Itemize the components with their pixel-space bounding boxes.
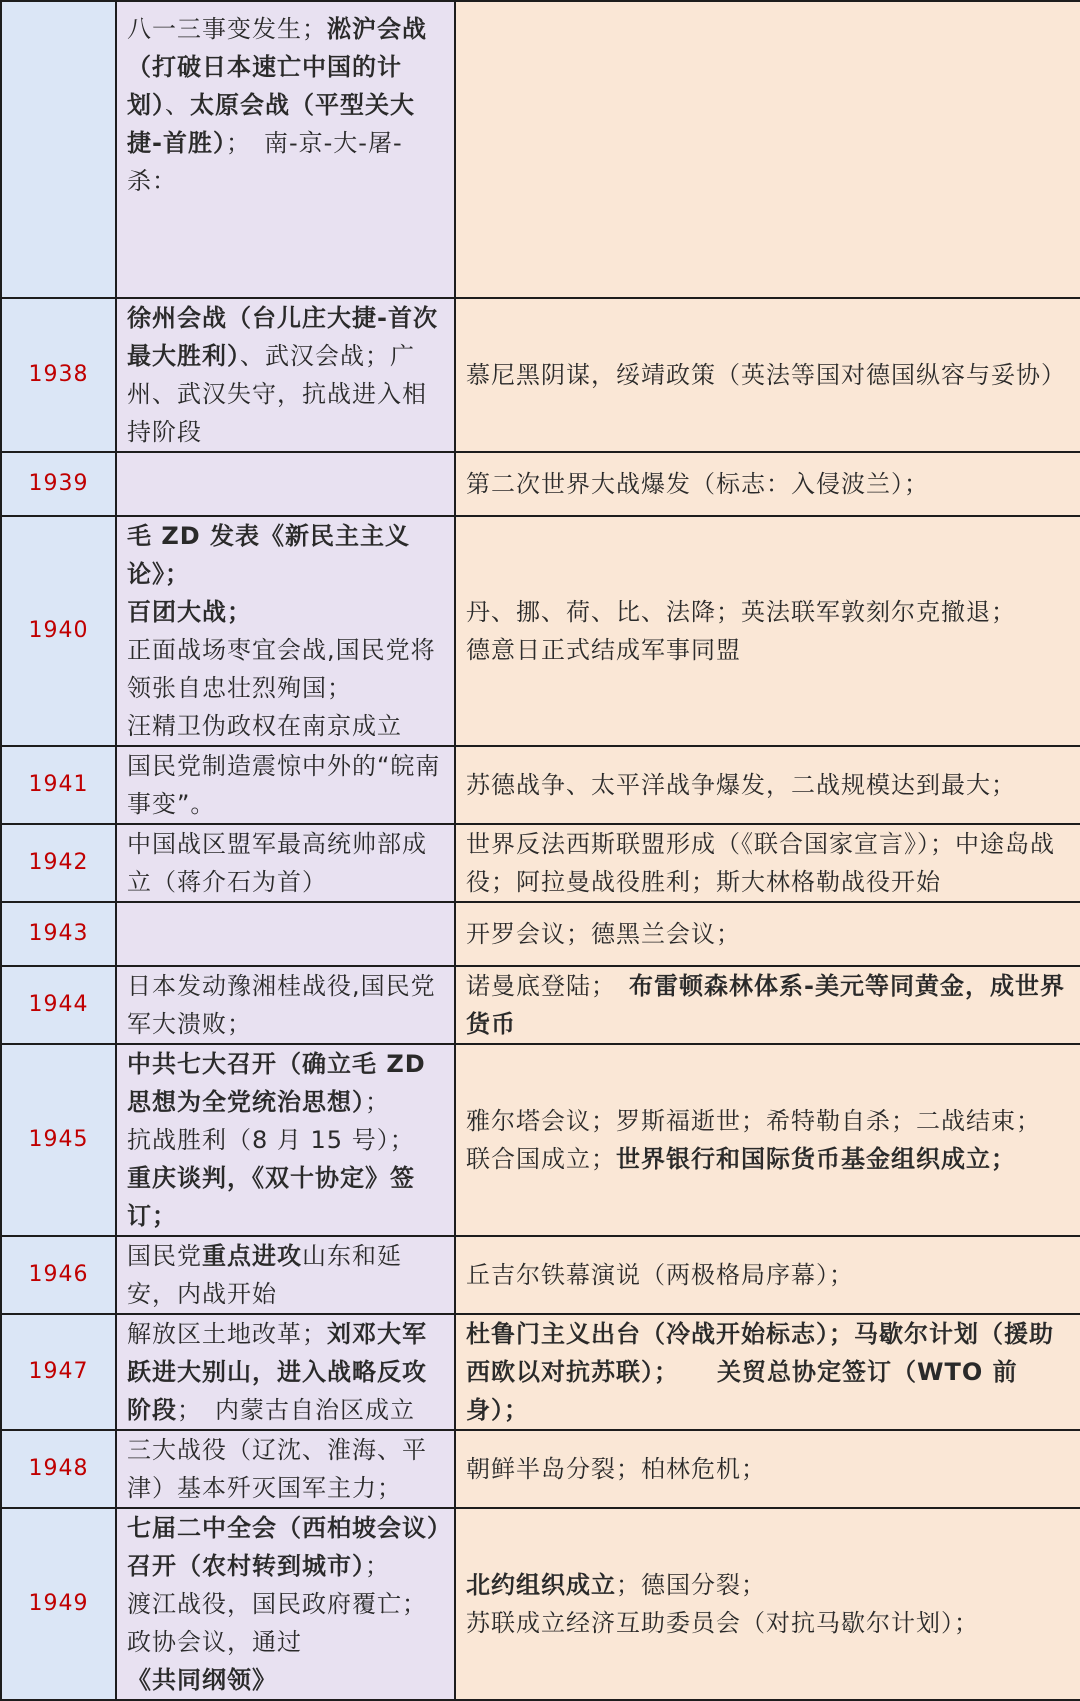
year-cell: 1940	[1, 516, 116, 746]
china-events-cell	[116, 1236, 455, 1314]
event-text: ；德国分裂；	[616, 1571, 766, 1599]
event-text: 慕尼黑阴谋，绥靖政策（英法等国对德国纵容与妥协）	[466, 361, 1066, 389]
event-text: 重庆谈判，《双十协定》签订；	[127, 1164, 415, 1230]
table-row	[1, 516, 1080, 746]
event-text: 八一三事变发生；	[127, 15, 327, 43]
world-events-cell	[455, 966, 1080, 1044]
world-events-cell	[455, 298, 1080, 452]
event-text: 丘吉尔铁幕演说（两极格局序幕）；	[466, 1261, 854, 1289]
year-cell: 1942	[1, 824, 116, 902]
event-text: 七届二中全会（西柏坡会议）召开（农村转到城市）	[127, 1514, 440, 1580]
table-row	[1, 902, 1080, 966]
event-text: 渡江战役，国民政府覆亡；	[127, 1590, 427, 1618]
event-text: 国民党	[127, 1242, 202, 1270]
world-events-cell	[455, 902, 1080, 966]
table-row	[1, 452, 1080, 516]
table-row	[1, 824, 1080, 902]
event-text: 抗战胜利（8 月 15 号）；	[127, 1126, 415, 1154]
year-cell: 1943	[1, 902, 116, 966]
world-events-cell	[455, 452, 1080, 516]
event-text: 毛 ZD 发表《新民主主义论》；	[127, 522, 411, 588]
china-events-cell	[116, 298, 455, 452]
event-text: 世界反法西斯联盟形成（《联合国家宣言》）；中途岛战役；阿拉曼战役胜利；斯大林格勒战役开始	[466, 830, 1055, 896]
table-row	[1, 1314, 1080, 1430]
event-text: 杜鲁门主义出台（冷战开始标志）；马歇尔计划（援助西欧以对抗苏联）； 关贸总协定签订（WTO 前身）；	[466, 1320, 1054, 1424]
world-events-cell	[455, 516, 1080, 746]
event-text: 诺曼底登陆；	[466, 972, 629, 1000]
world-events-cell	[455, 1, 1080, 298]
event-text: 解放区土地改革；	[127, 1320, 327, 1348]
event-text: 北约组织成立	[466, 1571, 616, 1599]
event-text: 开罗会议；德黑兰会议；	[466, 920, 741, 948]
event-text: 第二次世界大战爆发（标志：入侵波兰）；	[466, 470, 929, 498]
china-events-cell	[116, 516, 455, 746]
china-events-cell	[116, 1314, 455, 1430]
event-text: 世界银行和国际货币基金组织成立；	[616, 1145, 1016, 1173]
world-events-cell	[455, 746, 1080, 824]
event-text: 政协会议，通过	[127, 1628, 302, 1656]
event-text: 、武汉会战；广州、武汉失守，抗战进入相持阶段	[127, 342, 427, 446]
event-text: 重点进攻	[202, 1242, 302, 1270]
world-events-cell	[455, 1044, 1080, 1236]
event-text: 山东和延安，内战开始	[127, 1242, 402, 1308]
event-text: ； 内蒙古自治区成立	[177, 1396, 415, 1424]
china-events-cell	[116, 966, 455, 1044]
event-text: 国民党制造震惊中外的“皖南事变”。	[127, 752, 441, 818]
year-cell: 1939	[1, 452, 116, 516]
china-events-cell	[116, 1430, 455, 1508]
event-text: 刘邓大军跃进大别山，进入战略反攻阶段	[127, 1320, 427, 1424]
year-cell: 1941	[1, 746, 116, 824]
event-text: 《共同纲领》	[127, 1666, 277, 1694]
event-text: 百团大战；	[127, 598, 252, 626]
table-row	[1, 1508, 1080, 1700]
table-row	[1, 298, 1080, 452]
event-text: 汪精卫伪政权在南京成立	[127, 712, 402, 740]
year-cell: 1944	[1, 966, 116, 1044]
china-events-cell	[116, 1044, 455, 1236]
event-text: 朝鲜半岛分裂；柏林危机；	[466, 1455, 766, 1483]
event-text: 、	[165, 91, 190, 119]
event-text: 正面战场枣宜会战,国民党将领张自忠壮烈殉国；	[127, 636, 436, 702]
event-text: 徐州会战（台儿庄大捷-首次最大胜利）	[127, 304, 438, 370]
year-cell: 1949	[1, 1508, 116, 1700]
event-text: 中国战区盟军最高统帅部成立（蒋介石为首）	[127, 830, 427, 896]
table-row	[1, 1236, 1080, 1314]
table-row	[1, 1044, 1080, 1236]
world-events-cell	[455, 824, 1080, 902]
event-text: 苏联成立经济互助委员会（对抗马歇尔计划）；	[466, 1609, 979, 1637]
event-text: 联合国成立；	[466, 1145, 616, 1173]
world-events-cell	[455, 1508, 1080, 1700]
event-text: 苏德战争、太平洋战争爆发，二战规模达到最大；	[466, 771, 1016, 799]
china-events-cell	[116, 902, 455, 966]
year-cell: 1945	[1, 1044, 116, 1236]
event-text: ；	[365, 1088, 390, 1116]
year-cell: 1938	[1, 298, 116, 452]
event-text: 太原会战（平型关大捷-首胜）	[127, 91, 415, 157]
year-cell: 1947	[1, 1314, 116, 1430]
world-events-cell	[455, 1236, 1080, 1314]
china-events-cell	[116, 452, 455, 516]
table-row	[1, 1430, 1080, 1508]
event-text: ； 南-京-大-屠-杀：	[127, 129, 403, 195]
year-cell: 1948	[1, 1430, 116, 1508]
event-text: 丹、挪、荷、比、法降；英法联军敦刻尔克撤退；	[466, 598, 1016, 626]
china-events-cell	[116, 824, 455, 902]
event-text: 日本发动豫湘桂战役,国民党军大溃败；	[127, 972, 436, 1038]
china-events-cell	[116, 746, 455, 824]
china-events-cell	[116, 1, 455, 298]
event-text: 雅尔塔会议；罗斯福逝世；希特勒自杀；二战结束；	[466, 1107, 1041, 1135]
year-cell	[1, 1, 116, 298]
event-text: 三大战役（辽沈、淮海、平津）基本歼灭国军主力；	[127, 1436, 427, 1502]
table-row	[1, 1, 1080, 298]
table-row	[1, 746, 1080, 824]
table-row	[1, 966, 1080, 1044]
world-events-cell	[455, 1314, 1080, 1430]
event-text: 淞沪会战（打破日本速亡中国的计划）	[127, 15, 427, 119]
year-cell: 1946	[1, 1236, 116, 1314]
event-text: 布雷顿森林体系-美元等同黄金，成世界货币	[466, 972, 1065, 1038]
world-events-cell	[455, 1430, 1080, 1508]
event-text: 中共七大召开（确立毛 ZD 思想为全党统治思想）	[127, 1050, 426, 1116]
china-events-cell	[116, 1508, 455, 1700]
event-text: ；	[365, 1552, 390, 1580]
event-text: 德意日正式结成军事同盟	[466, 636, 741, 664]
